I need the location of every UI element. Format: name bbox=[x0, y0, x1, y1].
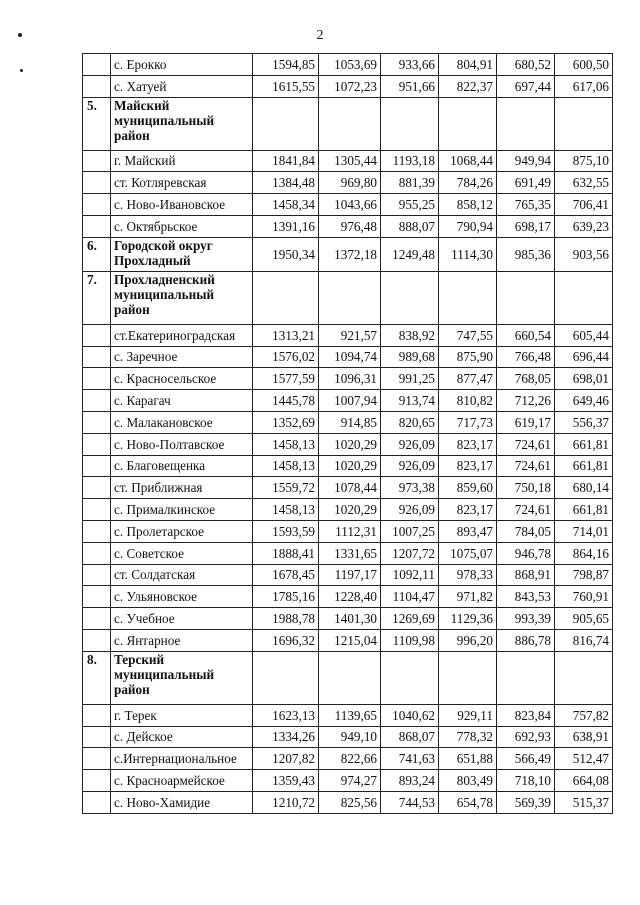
value-cell: 1139,65 bbox=[319, 704, 381, 726]
value-cell: 822,66 bbox=[319, 748, 381, 770]
value-cell: 1210,72 bbox=[253, 791, 319, 813]
section-header-row bbox=[83, 97, 613, 150]
settlement-name: с. Карагач bbox=[111, 390, 253, 412]
row-number bbox=[83, 629, 111, 651]
value-cell: 515,37 bbox=[555, 791, 613, 813]
value-cell: 1269,69 bbox=[381, 608, 439, 630]
table-row bbox=[83, 477, 613, 499]
value-cell: 843,53 bbox=[497, 586, 555, 608]
settlement-name: г. Терек bbox=[111, 704, 253, 726]
value-cell: 1228,40 bbox=[319, 586, 381, 608]
value-cell: 996,20 bbox=[439, 629, 497, 651]
row-number bbox=[83, 150, 111, 172]
value-cell: 757,82 bbox=[555, 704, 613, 726]
value-cell bbox=[381, 97, 439, 150]
value-cell: 1352,69 bbox=[253, 411, 319, 433]
settlement-name: с. Ново-Хамидие bbox=[111, 791, 253, 813]
value-cell: 875,90 bbox=[439, 346, 497, 368]
value-cell: 949,94 bbox=[497, 150, 555, 172]
value-cell: 766,48 bbox=[497, 346, 555, 368]
value-cell: 1559,72 bbox=[253, 477, 319, 499]
value-cell: 760,91 bbox=[555, 586, 613, 608]
value-cell: 926,09 bbox=[381, 499, 439, 521]
value-cell: 696,44 bbox=[555, 346, 613, 368]
value-cell: 724,61 bbox=[497, 499, 555, 521]
row-number bbox=[83, 75, 111, 97]
value-cell: 951,66 bbox=[381, 75, 439, 97]
settlement-name: с. Октябрьское bbox=[111, 215, 253, 237]
value-cell: 1193,18 bbox=[381, 150, 439, 172]
table-row bbox=[83, 564, 613, 586]
row-number: 5. bbox=[83, 97, 111, 150]
value-cell: 1331,65 bbox=[319, 542, 381, 564]
value-cell: 1988,78 bbox=[253, 608, 319, 630]
table-row bbox=[83, 150, 613, 172]
value-cell: 1841,84 bbox=[253, 150, 319, 172]
value-cell: 1109,98 bbox=[381, 629, 439, 651]
value-cell: 888,07 bbox=[381, 215, 439, 237]
value-cell: 1401,30 bbox=[319, 608, 381, 630]
value-cell: 921,57 bbox=[319, 324, 381, 346]
value-cell: 1043,66 bbox=[319, 194, 381, 216]
value-cell: 859,60 bbox=[439, 477, 497, 499]
value-cell bbox=[439, 97, 497, 150]
value-cell: 905,65 bbox=[555, 608, 613, 630]
value-cell: 1053,69 bbox=[319, 54, 381, 76]
value-cell: 1576,02 bbox=[253, 346, 319, 368]
value-cell: 914,85 bbox=[319, 411, 381, 433]
value-cell: 1445,78 bbox=[253, 390, 319, 412]
table-row bbox=[83, 499, 613, 521]
value-cell: 933,66 bbox=[381, 54, 439, 76]
value-cell: 750,18 bbox=[497, 477, 555, 499]
value-cell: 1593,59 bbox=[253, 520, 319, 542]
value-cell: 1092,11 bbox=[381, 564, 439, 586]
value-cell: 823,17 bbox=[439, 433, 497, 455]
row-number bbox=[83, 586, 111, 608]
row-number bbox=[83, 368, 111, 390]
value-cell: 692,93 bbox=[497, 726, 555, 748]
value-cell: 651,88 bbox=[439, 748, 497, 770]
value-cell: 903,56 bbox=[555, 237, 613, 271]
row-number bbox=[83, 748, 111, 770]
value-cell: 989,68 bbox=[381, 346, 439, 368]
value-cell: 661,81 bbox=[555, 499, 613, 521]
table-row bbox=[83, 194, 613, 216]
value-cell: 1623,13 bbox=[253, 704, 319, 726]
value-cell: 654,78 bbox=[439, 791, 497, 813]
value-cell: 1249,48 bbox=[381, 237, 439, 271]
value-cell: 600,50 bbox=[555, 54, 613, 76]
value-cell: 639,23 bbox=[555, 215, 613, 237]
table-row bbox=[83, 324, 613, 346]
value-cell: 1785,16 bbox=[253, 586, 319, 608]
scan-dot-mark bbox=[20, 69, 23, 72]
table-row bbox=[83, 411, 613, 433]
value-cell: 765,35 bbox=[497, 194, 555, 216]
district-name: Городской округ Прохладный bbox=[111, 237, 253, 271]
district-name: Терский муниципальный район bbox=[111, 651, 253, 704]
value-cell: 512,47 bbox=[555, 748, 613, 770]
value-cell: 556,37 bbox=[555, 411, 613, 433]
value-cell: 1458,13 bbox=[253, 433, 319, 455]
row-number bbox=[83, 608, 111, 630]
value-cell: 1078,44 bbox=[319, 477, 381, 499]
value-cell: 1950,34 bbox=[253, 237, 319, 271]
value-cell: 1020,29 bbox=[319, 433, 381, 455]
value-cell: 1020,29 bbox=[319, 499, 381, 521]
value-cell: 784,26 bbox=[439, 172, 497, 194]
value-cell: 893,47 bbox=[439, 520, 497, 542]
value-cell: 605,44 bbox=[555, 324, 613, 346]
value-cell: 991,25 bbox=[381, 368, 439, 390]
value-cell: 1068,44 bbox=[439, 150, 497, 172]
value-cell bbox=[253, 97, 319, 150]
value-cell: 973,38 bbox=[381, 477, 439, 499]
value-cell: 661,81 bbox=[555, 433, 613, 455]
value-cell: 993,39 bbox=[497, 608, 555, 630]
value-cell: 858,12 bbox=[439, 194, 497, 216]
value-cell bbox=[381, 271, 439, 324]
table-row bbox=[83, 608, 613, 630]
city-district-row bbox=[83, 237, 613, 271]
table-row bbox=[83, 346, 613, 368]
value-cell: 823,17 bbox=[439, 455, 497, 477]
value-cell: 978,33 bbox=[439, 564, 497, 586]
value-cell: 974,27 bbox=[319, 770, 381, 792]
value-cell bbox=[319, 271, 381, 324]
value-cell: 1207,72 bbox=[381, 542, 439, 564]
value-cell: 1334,26 bbox=[253, 726, 319, 748]
table-row bbox=[83, 542, 613, 564]
settlement-name: с. Заречное bbox=[111, 346, 253, 368]
value-cell bbox=[497, 97, 555, 150]
value-cell: 1197,17 bbox=[319, 564, 381, 586]
settlement-name: с. Ульяновское bbox=[111, 586, 253, 608]
value-cell: 697,44 bbox=[497, 75, 555, 97]
row-number bbox=[83, 564, 111, 586]
table-body bbox=[83, 54, 613, 814]
settlement-name: с. Ново-Ивановское bbox=[111, 194, 253, 216]
value-cell: 877,47 bbox=[439, 368, 497, 390]
settlement-name: с.Интернациональное bbox=[111, 748, 253, 770]
value-cell bbox=[319, 97, 381, 150]
row-number bbox=[83, 194, 111, 216]
value-cell: 875,10 bbox=[555, 150, 613, 172]
table-row bbox=[83, 748, 613, 770]
value-cell: 1112,31 bbox=[319, 520, 381, 542]
value-cell: 1305,44 bbox=[319, 150, 381, 172]
row-number bbox=[83, 704, 111, 726]
value-cell: 660,54 bbox=[497, 324, 555, 346]
value-cell: 1458,13 bbox=[253, 455, 319, 477]
value-cell: 804,91 bbox=[439, 54, 497, 76]
value-cell: 971,82 bbox=[439, 586, 497, 608]
row-number bbox=[83, 770, 111, 792]
value-cell: 868,91 bbox=[497, 564, 555, 586]
value-cell: 1696,32 bbox=[253, 629, 319, 651]
value-cell: 1313,21 bbox=[253, 324, 319, 346]
settlement-name: г. Майский bbox=[111, 150, 253, 172]
row-number bbox=[83, 215, 111, 237]
value-cell: 868,07 bbox=[381, 726, 439, 748]
value-cell: 1372,18 bbox=[319, 237, 381, 271]
value-cell bbox=[253, 271, 319, 324]
table-row bbox=[83, 54, 613, 76]
settlement-name: с. Прималкинское bbox=[111, 499, 253, 521]
value-cell: 619,17 bbox=[497, 411, 555, 433]
section-header-row bbox=[83, 271, 613, 324]
value-cell: 1458,13 bbox=[253, 499, 319, 521]
settlement-name: с. Благовещенка bbox=[111, 455, 253, 477]
value-cell: 661,81 bbox=[555, 455, 613, 477]
value-cell: 718,10 bbox=[497, 770, 555, 792]
value-cell: 864,16 bbox=[555, 542, 613, 564]
value-cell: 741,63 bbox=[381, 748, 439, 770]
value-cell: 724,61 bbox=[497, 433, 555, 455]
row-number bbox=[83, 346, 111, 368]
value-cell: 926,09 bbox=[381, 433, 439, 455]
value-cell: 680,14 bbox=[555, 477, 613, 499]
value-cell bbox=[497, 651, 555, 704]
value-cell: 1594,85 bbox=[253, 54, 319, 76]
table-row bbox=[83, 455, 613, 477]
value-cell: 1888,41 bbox=[253, 542, 319, 564]
value-cell bbox=[439, 271, 497, 324]
settlement-name: с. Пролетарское bbox=[111, 520, 253, 542]
value-cell: 632,55 bbox=[555, 172, 613, 194]
value-cell: 664,08 bbox=[555, 770, 613, 792]
value-cell: 820,65 bbox=[381, 411, 439, 433]
value-cell: 949,10 bbox=[319, 726, 381, 748]
table-row bbox=[83, 433, 613, 455]
value-cell: 825,56 bbox=[319, 791, 381, 813]
value-cell: 881,39 bbox=[381, 172, 439, 194]
row-number: 8. bbox=[83, 651, 111, 704]
value-cell: 744,53 bbox=[381, 791, 439, 813]
value-cell: 1215,04 bbox=[319, 629, 381, 651]
value-cell: 946,78 bbox=[497, 542, 555, 564]
value-cell: 569,39 bbox=[497, 791, 555, 813]
value-cell: 649,46 bbox=[555, 390, 613, 412]
value-cell: 1384,48 bbox=[253, 172, 319, 194]
value-cell: 638,91 bbox=[555, 726, 613, 748]
section-header-row bbox=[83, 651, 613, 704]
row-number bbox=[83, 172, 111, 194]
row-number bbox=[83, 324, 111, 346]
value-cell: 714,01 bbox=[555, 520, 613, 542]
row-number bbox=[83, 477, 111, 499]
settlement-name: с. Красноармейское bbox=[111, 770, 253, 792]
settlement-name: с. Хатуей bbox=[111, 75, 253, 97]
settlement-name: с. Учебное bbox=[111, 608, 253, 630]
value-cell: 768,05 bbox=[497, 368, 555, 390]
district-name: Майский муниципальный район bbox=[111, 97, 253, 150]
value-cell: 929,11 bbox=[439, 704, 497, 726]
settlement-name: ст. Солдатская bbox=[111, 564, 253, 586]
row-number bbox=[83, 433, 111, 455]
value-cell: 838,92 bbox=[381, 324, 439, 346]
value-cell bbox=[555, 651, 613, 704]
value-cell: 985,36 bbox=[497, 237, 555, 271]
table-row bbox=[83, 791, 613, 813]
settlement-name: с. Янтарное bbox=[111, 629, 253, 651]
value-cell: 1040,62 bbox=[381, 704, 439, 726]
value-cell: 566,49 bbox=[497, 748, 555, 770]
value-cell: 1075,07 bbox=[439, 542, 497, 564]
value-cell: 1678,45 bbox=[253, 564, 319, 586]
value-cell: 823,17 bbox=[439, 499, 497, 521]
table-row bbox=[83, 172, 613, 194]
table-row bbox=[83, 520, 613, 542]
value-cell: 617,06 bbox=[555, 75, 613, 97]
value-cell: 691,49 bbox=[497, 172, 555, 194]
value-cell: 1359,43 bbox=[253, 770, 319, 792]
table-row bbox=[83, 215, 613, 237]
table-row bbox=[83, 390, 613, 412]
value-cell: 798,87 bbox=[555, 564, 613, 586]
value-cell bbox=[319, 651, 381, 704]
value-cell: 1007,25 bbox=[381, 520, 439, 542]
value-cell: 893,24 bbox=[381, 770, 439, 792]
value-cell: 1577,59 bbox=[253, 368, 319, 390]
value-cell: 1207,82 bbox=[253, 748, 319, 770]
settlement-name: с. Советское bbox=[111, 542, 253, 564]
value-cell: 1104,47 bbox=[381, 586, 439, 608]
table-row bbox=[83, 586, 613, 608]
value-cell: 1094,74 bbox=[319, 346, 381, 368]
value-cell: 823,84 bbox=[497, 704, 555, 726]
value-cell bbox=[253, 651, 319, 704]
value-cell: 816,74 bbox=[555, 629, 613, 651]
value-cell: 790,94 bbox=[439, 215, 497, 237]
value-cell: 1129,36 bbox=[439, 608, 497, 630]
row-number bbox=[83, 542, 111, 564]
value-cell: 1391,16 bbox=[253, 215, 319, 237]
settlement-name: с. Красносельское bbox=[111, 368, 253, 390]
row-number bbox=[83, 726, 111, 748]
value-cell: 1114,30 bbox=[439, 237, 497, 271]
value-cell: 1072,23 bbox=[319, 75, 381, 97]
row-number bbox=[83, 54, 111, 76]
settlement-name: ст. Котляревская bbox=[111, 172, 253, 194]
value-cell: 680,52 bbox=[497, 54, 555, 76]
value-cell: 698,17 bbox=[497, 215, 555, 237]
value-cell: 969,80 bbox=[319, 172, 381, 194]
row-number bbox=[83, 390, 111, 412]
value-cell: 886,78 bbox=[497, 629, 555, 651]
value-cell: 1615,55 bbox=[253, 75, 319, 97]
value-cell bbox=[381, 651, 439, 704]
value-cell: 1020,29 bbox=[319, 455, 381, 477]
value-cell: 976,48 bbox=[319, 215, 381, 237]
value-cell: 913,74 bbox=[381, 390, 439, 412]
table-row bbox=[83, 368, 613, 390]
row-number bbox=[83, 499, 111, 521]
value-cell: 706,41 bbox=[555, 194, 613, 216]
value-cell: 717,73 bbox=[439, 411, 497, 433]
value-cell bbox=[555, 97, 613, 150]
settlement-name: с. Ново-Полтавское bbox=[111, 433, 253, 455]
settlement-name: с. Ерокко bbox=[111, 54, 253, 76]
value-cell: 1096,31 bbox=[319, 368, 381, 390]
settlement-name: ст. Приближная bbox=[111, 477, 253, 499]
value-cell: 778,32 bbox=[439, 726, 497, 748]
settlement-name: с. Дейское bbox=[111, 726, 253, 748]
value-cell: 712,26 bbox=[497, 390, 555, 412]
value-cell: 747,55 bbox=[439, 324, 497, 346]
value-cell bbox=[439, 651, 497, 704]
value-cell: 926,09 bbox=[381, 455, 439, 477]
scan-dot-mark bbox=[18, 33, 22, 37]
value-cell: 1007,94 bbox=[319, 390, 381, 412]
district-name: Прохладненский муниципальный район bbox=[111, 271, 253, 324]
row-number: 6. bbox=[83, 237, 111, 271]
row-number bbox=[83, 791, 111, 813]
table-row bbox=[83, 704, 613, 726]
table-row bbox=[83, 75, 613, 97]
tariff-table bbox=[82, 53, 613, 814]
value-cell: 803,49 bbox=[439, 770, 497, 792]
table-row bbox=[83, 629, 613, 651]
row-number bbox=[83, 520, 111, 542]
settlement-name: с. Малакановское bbox=[111, 411, 253, 433]
value-cell: 955,25 bbox=[381, 194, 439, 216]
value-cell bbox=[555, 271, 613, 324]
row-number bbox=[83, 411, 111, 433]
row-number bbox=[83, 455, 111, 477]
value-cell: 1458,34 bbox=[253, 194, 319, 216]
value-cell: 724,61 bbox=[497, 455, 555, 477]
settlement-name: ст.Екатериноградская bbox=[111, 324, 253, 346]
table-row bbox=[83, 770, 613, 792]
value-cell: 822,37 bbox=[439, 75, 497, 97]
value-cell: 784,05 bbox=[497, 520, 555, 542]
value-cell: 698,01 bbox=[555, 368, 613, 390]
row-number: 7. bbox=[83, 271, 111, 324]
value-cell: 810,82 bbox=[439, 390, 497, 412]
table-row bbox=[83, 726, 613, 748]
value-cell bbox=[497, 271, 555, 324]
page-number: 2 bbox=[316, 28, 324, 43]
